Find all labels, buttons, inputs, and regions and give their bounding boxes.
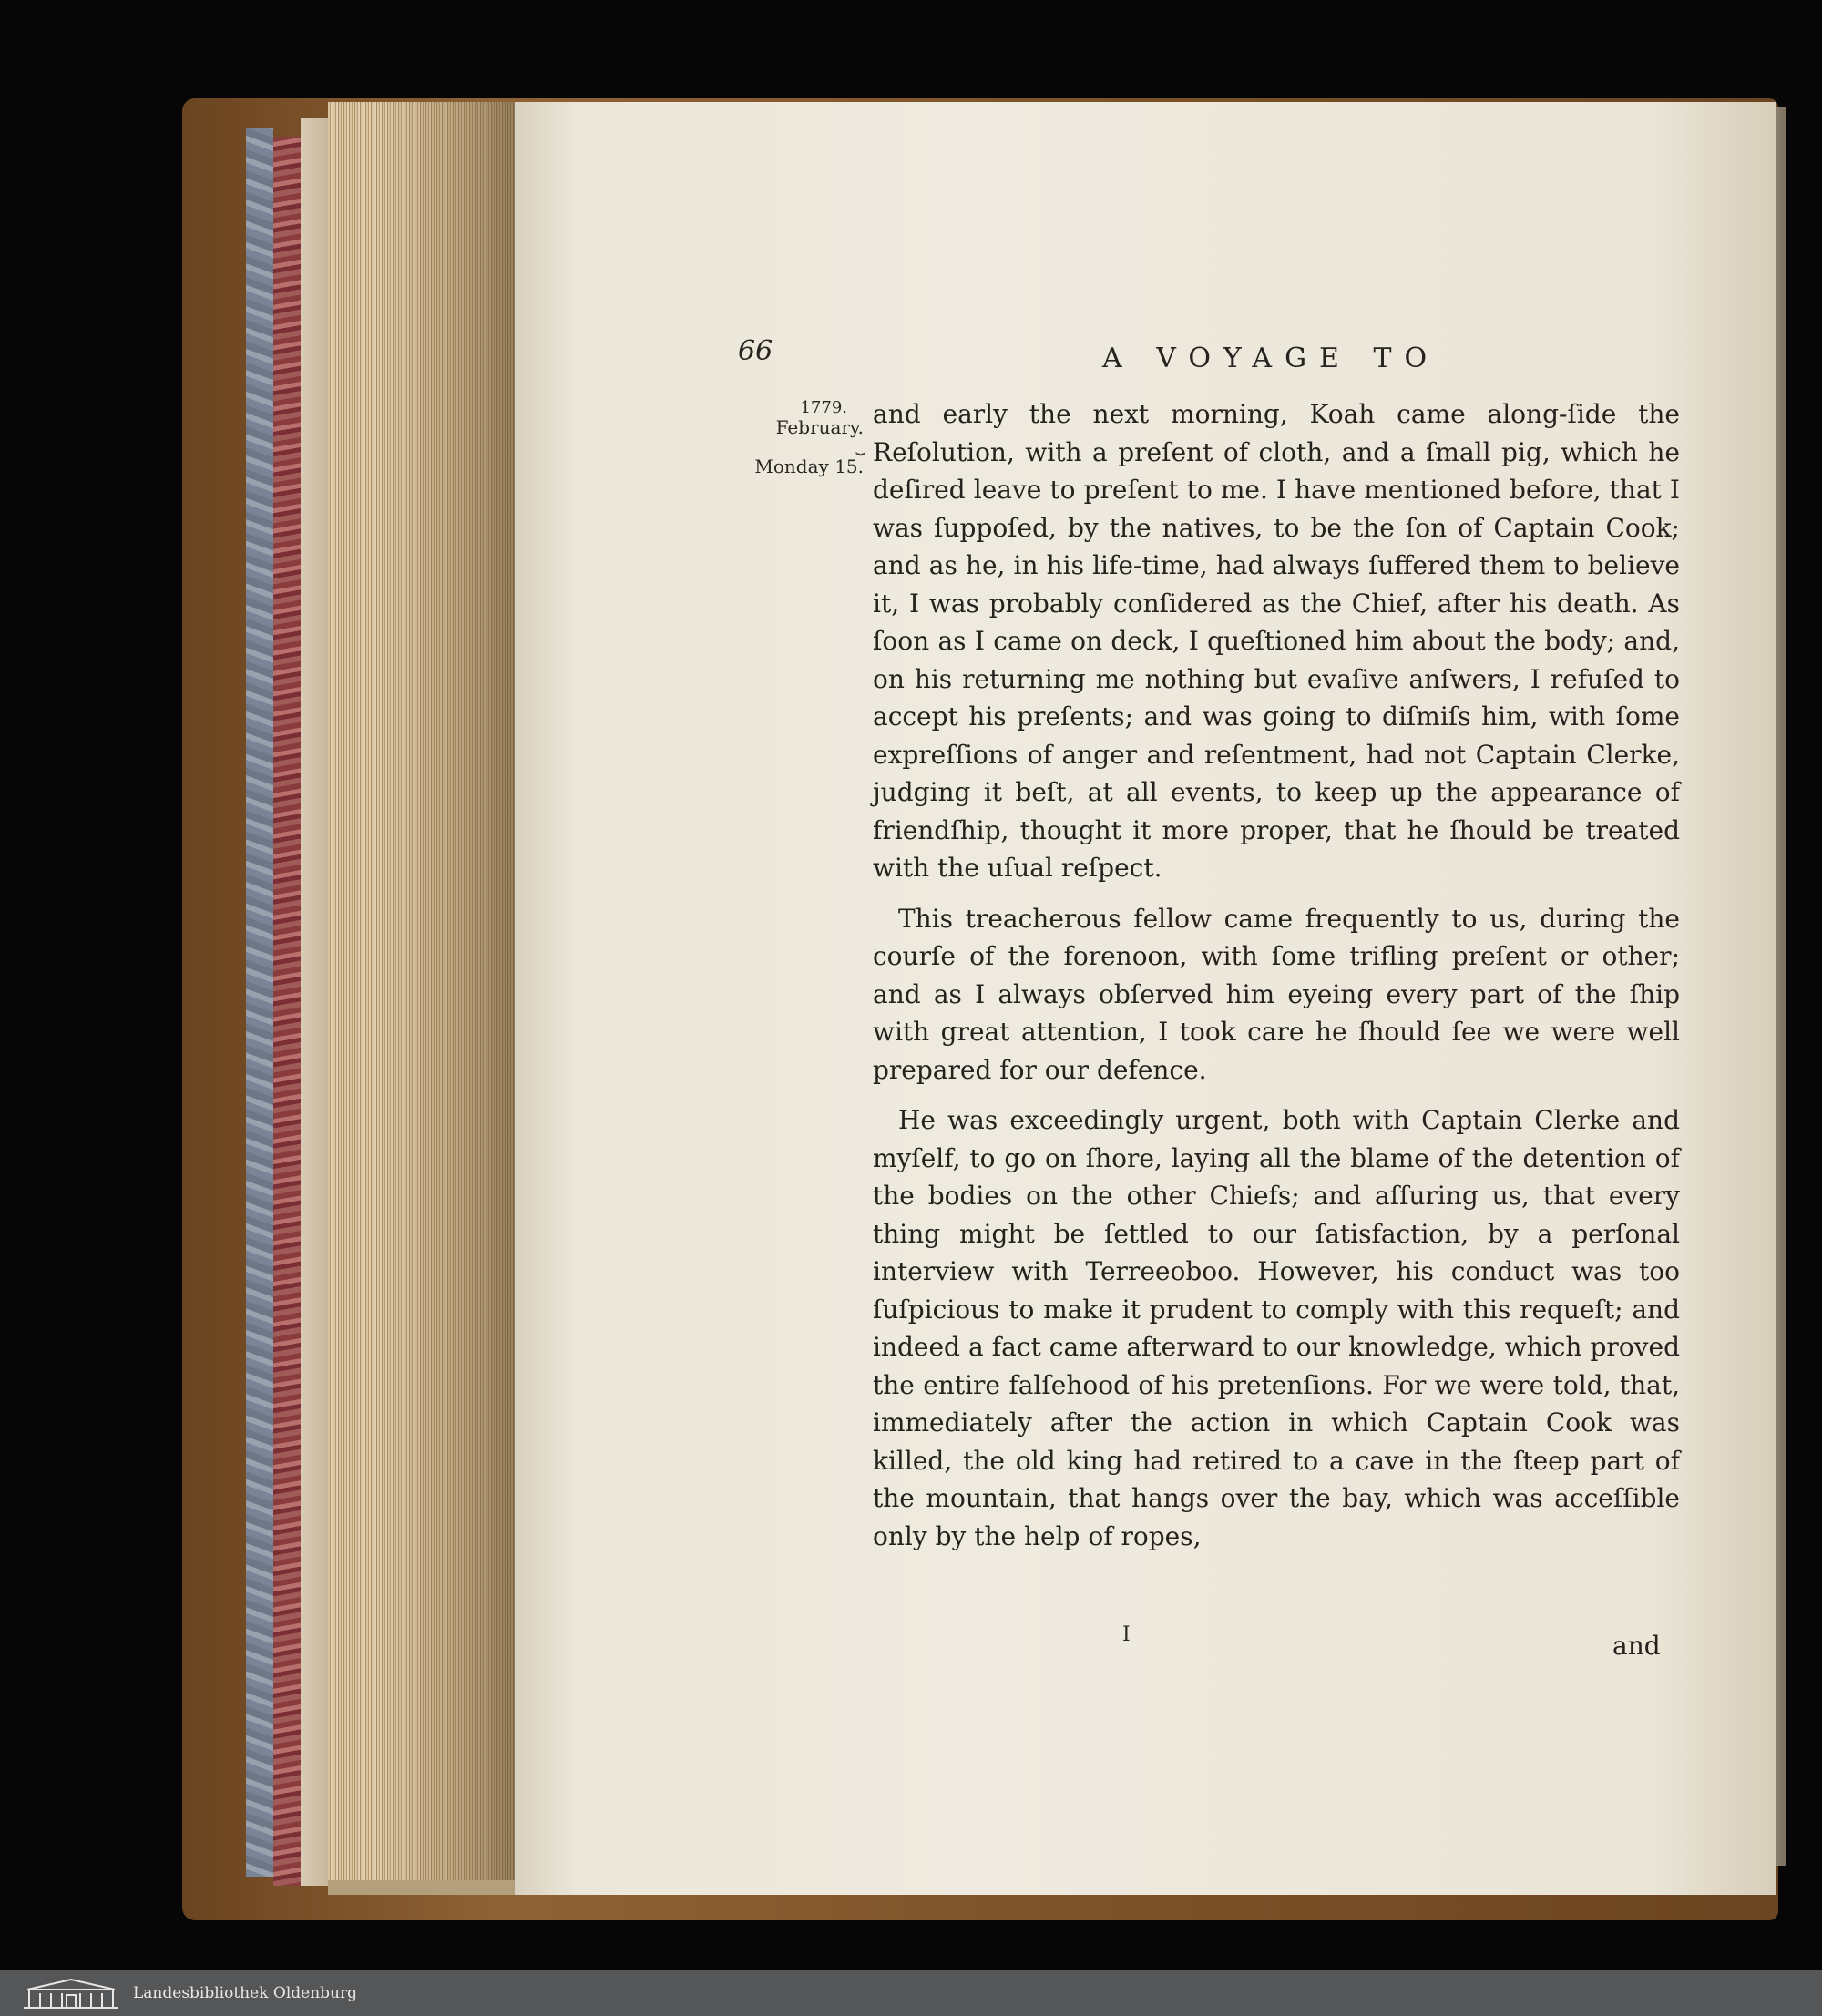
running-head: A VOYAGE TO xyxy=(1102,343,1440,374)
margin-note xyxy=(729,399,864,477)
signature-mark: I xyxy=(1122,1623,1131,1646)
body-text xyxy=(873,395,1680,1555)
paragraph-1: and early the next morning, Koah came along-ſide the Reſolution, with a preſent of cloth, and a ſmall pig, which he deſired leave to preſent to me. I have mentioned before, that I was ſuppoſed, by the natives, to be the ſon of Captain Cook; and as he, in his life-time, had always ſuffered them to believe it, I was probably conſidered as the Chief, after his death. As ſoon as I came on deck, I queſtioned him about the body; and, on his returning me nothing but evaſive anſwers, I refuſed to accept his preſents; and was going to diſmiſs him, with ſome expreſſions of anger and reſentment, had not Captain Clerke, judging it beſt, at all events, to keep up the appearance of friendſhip, thought it more proper, that he ſhould be treated with the uſual reſpect. xyxy=(873,399,1680,883)
margin-note-month: February. xyxy=(775,416,864,438)
library-name: Landesbibliothek Oldenburg xyxy=(133,1984,358,2002)
marbled-endpaper-blue xyxy=(246,128,273,1877)
paragraph-3: He was exceedingly urgent, both with Captain Clerke and myſelf, to go on ſhore, laying all the blame of the detention of the bodies on the other Chiefs; and aſſuring us, that every thing might be ſettled to our ſatisfaction, by a perſonal interview with Terreeoboo. However, his conduct was too ſuſpicious to make it prudent to comply with this requeſt; and indeed a fact came afterward to our knowledge, which proved the entire falſehood of his pretenſions. For we were told, that, immediately after the action in which Captain Cook was killed, the old king had retired to a cave in the ſteep part of the mountain, that hangs over the bay, which was acceſſible only by the help of ropes, xyxy=(873,1105,1680,1551)
paragraph-2: This treacherous fellow came frequently to us, during the courſe of the forenoon, with ſome trifling preſent or other; and as I always obſerved him eyeing every part of the ſhip with great attention, I took care he ſhould ſee we were well prepared for our defence. xyxy=(873,903,1680,1085)
brace-icon: ⏟ xyxy=(855,436,864,455)
margin-note-year: 1779. xyxy=(800,398,847,417)
page-number: 66 xyxy=(738,335,773,367)
margin-note-day: Monday 15. xyxy=(754,455,864,477)
library-building-icon xyxy=(20,1977,122,2010)
catchword: and xyxy=(1612,1631,1661,1661)
page-fore-edge-shadow xyxy=(383,102,515,1883)
footer-bar xyxy=(0,1970,1822,2016)
